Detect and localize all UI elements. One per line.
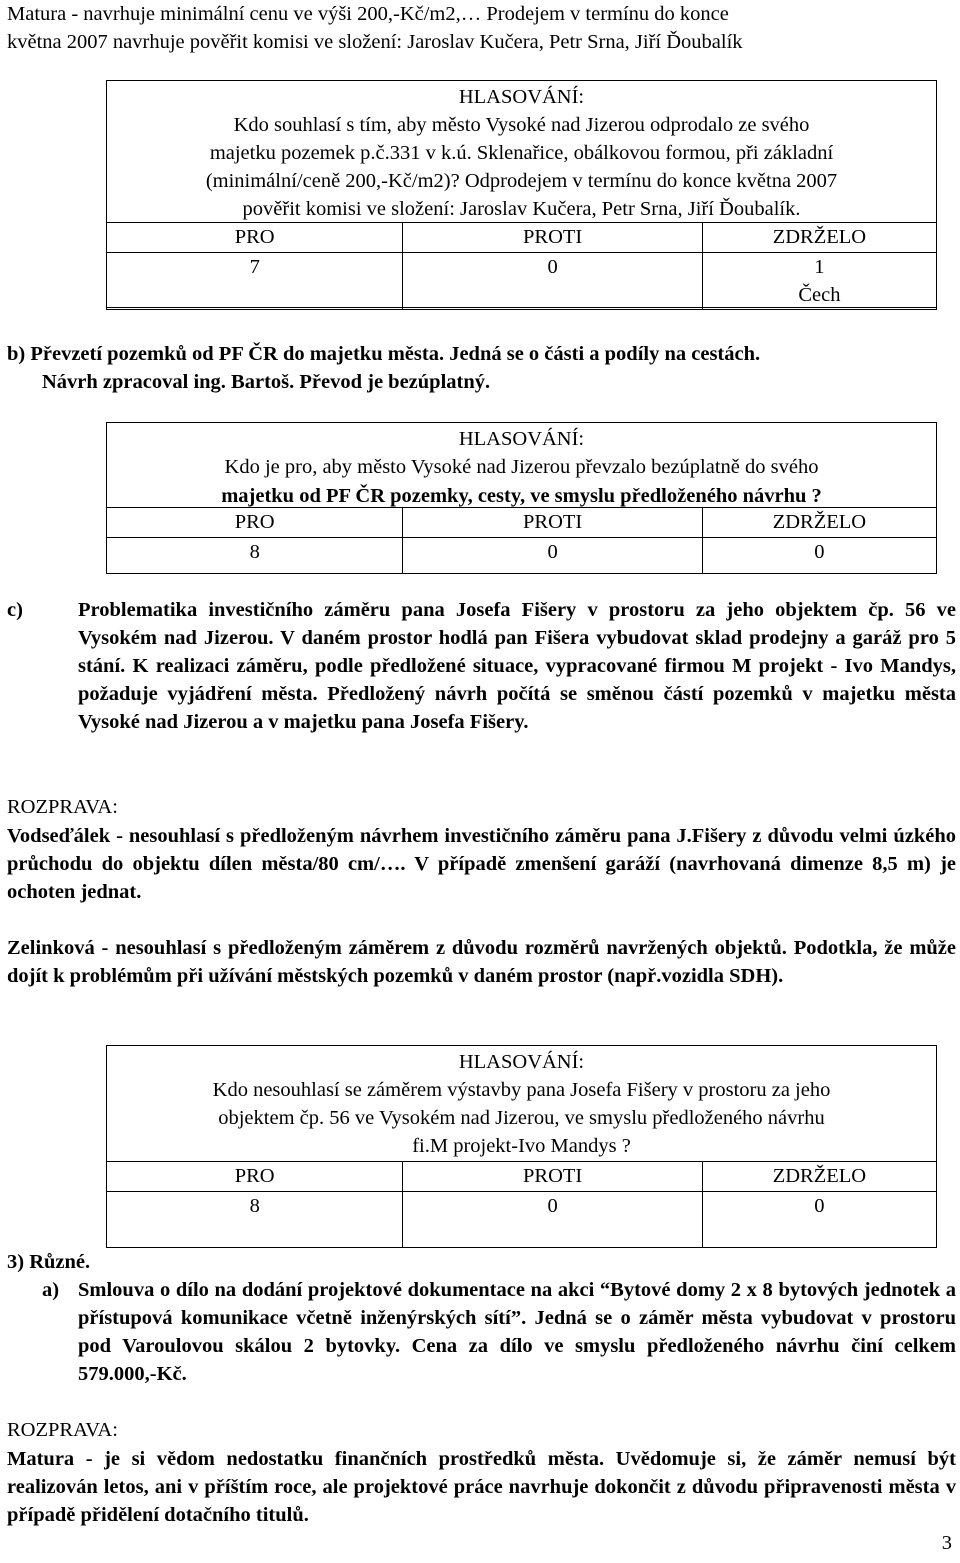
discussion-paragraph: Zelinková - nesouhlasí s předloženým záměrem z důvodu rozměrů navržených objektů. Podotkla, že může dojít k problémům při užívání městských pozemků v daném prostor (např.vozidla SDH). [7, 937, 956, 987]
value-pro [107, 253, 403, 310]
intro-line-1: Matura - navrhuje minimální cenu ve výši 200,-Kč/m2,… Prodejem v termínu do konce [7, 3, 729, 25]
abstain-name: Čech [798, 284, 841, 306]
header-proti: PROTI [403, 1162, 702, 1192]
discussion-title: ROZPRAVA: [7, 1419, 118, 1441]
value-pro-number: 7 [249, 256, 260, 278]
vote-table-3 [106, 1161, 937, 1248]
header-pro: PRO [107, 223, 403, 253]
header-pro: PRO [107, 1162, 403, 1192]
vote-table-2 [106, 507, 937, 574]
vote-question-line: majetku pozemek p.č.331 v k.ú. Sklenařice, obálkovou formou, při základní [209, 142, 834, 164]
value-zdrzelo [702, 253, 936, 310]
item-a-text: Smlouva o dílo na dodání projektové dokumentace na akci “Bytové domy 2 x 8 bytových jednotek a přístupová komunikace včetně inženýrských sítí”. Jedná se o záměr města vybudovat v prostoru pod Varoulovou skálou 2 bytovky. Cena za dílo ve smyslu předloženého návrhu činí celkem 579.000,-Kč. [78, 1279, 956, 1385]
vote-question-line: pověřit komisi ve složení: Jaroslav Kučera, Petr Srna, Jiří Ďoubalík. [242, 198, 801, 220]
header-proti: PROTI [403, 223, 702, 253]
item-a-label: a) [42, 1279, 60, 1301]
value-proti: 0 [403, 1192, 702, 1248]
vote-table-1 [106, 222, 937, 310]
value-zdrzelo: 0 [702, 538, 936, 574]
item-c-text: Problematika investičního záměru pana Josefa Fišery v prostoru za jeho objektem čp. 56 ve Vysokém nad Jizerou. V daném prostor hodlá pan Fišera vybudovat sklad prodejny a garáž pro 5 stání. K realizaci záměru, podle předložené situace, vypracované firmou M projekt - Ivo Mandys, požaduje vyjádření města. Předložený návrh počítá se směnou částí pozemků v majetku města Vysoké nad Jizerou a v majetku pana Josefa Fišery. [78, 599, 956, 733]
vote-title: HLASOVÁNÍ: [458, 1051, 585, 1073]
discussion-title: ROZPRAVA: [7, 796, 118, 818]
value-pro: 8 [107, 538, 403, 574]
page-number: 3 [941, 1532, 952, 1554]
header-zdrzelo: ZDRŽELO [702, 223, 936, 253]
vote-question-line: Kdo je pro, aby město Vysoké nad Jizerou převzalo bezúplatně do svého [224, 456, 819, 478]
vote-question-line: (minimální/ceně 200,-Kč/m2)? Odprodejem v termínu do konce května 2007 [205, 170, 838, 192]
discussion-paragraph: Vodseďálek - nesouhlasí s předloženým návrhem investičního záměru pana J.Fišery z důvodu velmi úzkého průchodu do objektu dílen města/80 cm/…. V případě zmenšení garáží (navrhovaná dimenze 8,5 m) je ochoten jednat. [7, 825, 956, 903]
discussion-paragraph: Matura - je si vědom nedostatku finančních prostředků města. Uvědomuje si, že záměr nemusí být realizován letos, ani v příštím roce, ale projektové práce navrhuje dokončit z důvodu připravenosti města v případě přidělení dotačního titulů. [7, 1448, 956, 1526]
vote-title: HLASOVÁNÍ: [458, 86, 585, 108]
intro-line-2: května 2007 navrhuje pověřit komisi ve složení: Jaroslav Kučera, Petr Srna, Jiří Ďoubalík [7, 31, 743, 53]
item-c-label: c) [7, 599, 23, 621]
value-proti [403, 253, 702, 310]
vote-title: HLASOVÁNÍ: [458, 428, 585, 450]
value-zdrzelo-number: 1 [814, 256, 825, 278]
vote-question-line: Kdo nesouhlasí se záměrem výstavby pana Josefa Fišery v prostoru za jeho [212, 1079, 831, 1101]
value-proti-number: 0 [547, 256, 558, 278]
vote-question-line: objektem čp. 56 ve Vysokém nad Jizerou, ve smyslu předloženého návrhu [218, 1107, 825, 1129]
header-zdrzelo: ZDRŽELO [702, 508, 936, 538]
section-heading: 3) Různé. [7, 1251, 91, 1273]
item-b-line-2: Návrh zpracoval ing. Bartoš. Převod je bezúplatný. [42, 371, 491, 393]
header-proti: PROTI [403, 508, 702, 538]
vote-question-line: fi.M projekt-Ivo Mandys ? [412, 1135, 631, 1157]
item-b-line-1: b) Převzetí pozemků od PF ČR do majetku města. Jedná se o části a podíly na cestách. [7, 343, 761, 365]
header-zdrzelo: ZDRŽELO [702, 1162, 936, 1192]
header-pro: PRO [107, 508, 403, 538]
vote-question-line: Kdo souhlasí s tím, aby město Vysoké nad Jizerou odprodalo ze svého [233, 114, 810, 136]
value-zdrzelo: 0 [702, 1192, 936, 1248]
value-pro: 8 [107, 1192, 403, 1248]
vote-question-line: majetku od PF ČR pozemky, cesty, ve smyslu předloženého návrhu ? [221, 485, 822, 507]
value-proti: 0 [403, 538, 702, 574]
